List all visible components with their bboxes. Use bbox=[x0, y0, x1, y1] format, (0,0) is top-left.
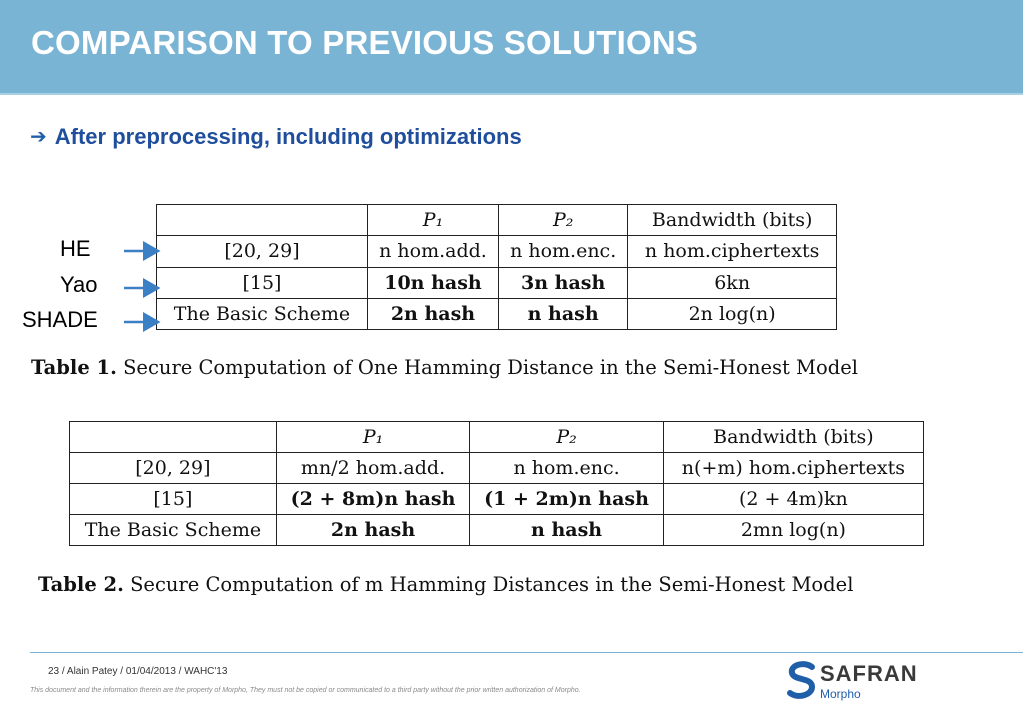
table-cell: 3n hash bbox=[499, 267, 628, 298]
label-yao: Yao bbox=[60, 272, 98, 297]
caption-text: Secure Computation of One Hamming Distance in the Semi-Honest Model bbox=[123, 356, 859, 379]
header-cell bbox=[70, 422, 277, 453]
table-header-row bbox=[157, 205, 837, 236]
table-2-caption bbox=[38, 573, 853, 596]
table-cell: The Basic Scheme bbox=[157, 298, 368, 329]
table-cell: mn/2 hom.add. bbox=[276, 453, 470, 484]
footer-info: 23 / Alain Patey / 01/04/2013 / WAHC'13 bbox=[48, 666, 228, 677]
table-row bbox=[157, 298, 837, 329]
table-cell: n hash bbox=[470, 515, 664, 546]
slide-title: COMPARISON TO PREVIOUS SOLUTIONS bbox=[31, 24, 699, 61]
table-row bbox=[70, 515, 924, 546]
footer-disclaimer: This document and the information therein are the property of Morpho, They must not be copied or communicated to a third party without the prior written authorization of Morpho. bbox=[30, 687, 581, 694]
table-row bbox=[70, 453, 924, 484]
table-1 bbox=[156, 204, 837, 330]
table-row bbox=[157, 236, 837, 267]
bullet-text: After preprocessing, including optimizations bbox=[54, 124, 522, 149]
bullet-point bbox=[30, 124, 522, 150]
table-cell: [15] bbox=[157, 267, 368, 298]
table-cell: 6kn bbox=[628, 267, 837, 298]
caption-label: Table 1. bbox=[31, 356, 117, 379]
table-cell: 2mn log(n) bbox=[663, 515, 923, 546]
safran-s-icon bbox=[786, 661, 818, 701]
header-cell: Bandwidth (bits) bbox=[663, 422, 923, 453]
table-cell: n(+m) hom.ciphertexts bbox=[663, 453, 923, 484]
caption-text: Secure Computation of m Hamming Distances in the Semi-Honest Model bbox=[130, 573, 854, 596]
table-1-caption bbox=[31, 356, 858, 379]
title-bar-divider bbox=[0, 93, 1023, 95]
table-row bbox=[157, 267, 837, 298]
table-cell: n hom.enc. bbox=[499, 236, 628, 267]
label-shade: SHADE bbox=[22, 307, 98, 332]
table-row bbox=[70, 484, 924, 515]
safran-logo bbox=[786, 659, 946, 703]
table-cell: [15] bbox=[70, 484, 277, 515]
logo-name: SAFRAN bbox=[820, 661, 918, 686]
table-2 bbox=[69, 421, 924, 546]
table-cell: [20, 29] bbox=[157, 236, 368, 267]
header-cell: P₂ bbox=[499, 205, 628, 236]
table-cell: (2 + 8m)n hash bbox=[276, 484, 470, 515]
table-cell: (1 + 2m)n hash bbox=[470, 484, 664, 515]
caption-label: Table 2. bbox=[38, 573, 124, 596]
header-cell: P₂ bbox=[470, 422, 664, 453]
header-cell: P₁ bbox=[276, 422, 470, 453]
right-arrow-icon: ➔ bbox=[30, 126, 47, 148]
table-cell: 2n log(n) bbox=[628, 298, 837, 329]
table-cell: (2 + 4m)kn bbox=[663, 484, 923, 515]
table-cell: 2n hash bbox=[276, 515, 470, 546]
table-cell: n hom.enc. bbox=[470, 453, 664, 484]
table-cell: n hash bbox=[499, 298, 628, 329]
table-header-row bbox=[70, 422, 924, 453]
table-cell: n hom.add. bbox=[367, 236, 498, 267]
logo-subtitle: Morpho bbox=[820, 687, 861, 701]
table-cell: 2n hash bbox=[367, 298, 498, 329]
label-he: HE bbox=[60, 236, 91, 261]
table-cell: n hom.ciphertexts bbox=[628, 236, 837, 267]
table-cell: [20, 29] bbox=[70, 453, 277, 484]
header-cell: Bandwidth (bits) bbox=[628, 205, 837, 236]
header-cell: P₁ bbox=[367, 205, 498, 236]
table-cell: 10n hash bbox=[367, 267, 498, 298]
table-cell: The Basic Scheme bbox=[70, 515, 277, 546]
footer-divider bbox=[30, 652, 1023, 653]
header-cell bbox=[157, 205, 368, 236]
